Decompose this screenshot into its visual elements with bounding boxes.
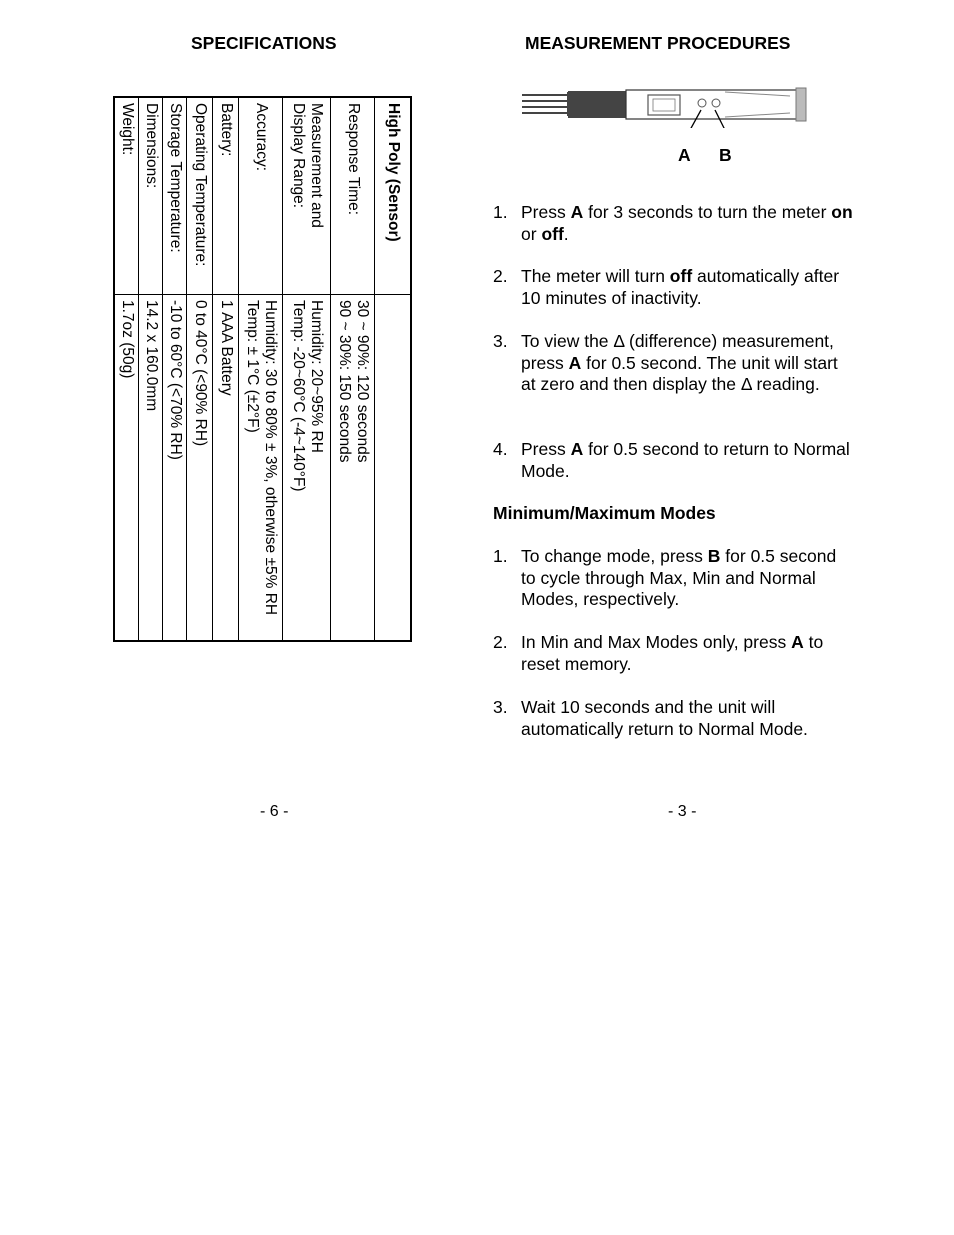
row-value: 0 to 40°C (<90% RH): [187, 295, 213, 642]
label-a: A: [678, 145, 691, 165]
mm-step-3: 3. Wait 10 seconds and the unit will automatically return to Normal Mode.: [493, 697, 808, 739]
sensor-grille: [522, 92, 568, 116]
mm-step-2: 2. In Min and Max Modes only, press A to reset memory.: [493, 632, 824, 674]
table-header-empty: [375, 295, 411, 642]
row-label: Weight:: [114, 97, 139, 295]
table-row: [114, 97, 139, 641]
label-b: B: [719, 145, 732, 165]
table-row: [139, 97, 163, 641]
row-label: Measurement and Display Range:: [283, 97, 331, 295]
min-max-subheading: Minimum/Maximum Modes: [493, 503, 716, 523]
table-header-cell: High Poly (Sensor): [375, 97, 411, 295]
row-value: Humidity: 20~95% RH Temp: -20~60°C (-4~140°F): [283, 295, 331, 642]
meter-diagram: [520, 82, 810, 128]
row-value: 1.7oz (50g): [114, 295, 139, 642]
specifications-heading: SPECIFICATIONS: [191, 33, 337, 53]
row-label: Accuracy:: [239, 97, 283, 295]
row-value: 14.2 x 160.0mm: [139, 295, 163, 642]
meter-grip: [568, 91, 626, 118]
step-2: 2. The meter will turn off automatically after 10 minutes of inactivity.: [493, 266, 840, 308]
row-value: 1 AAA Battery: [213, 295, 239, 642]
table-row: [187, 97, 213, 641]
table-row: [331, 97, 375, 641]
meter-cap: [796, 88, 806, 121]
table-row: [213, 97, 239, 641]
step-1: 1. Press A for 3 seconds to turn the meter on or off.: [493, 202, 853, 244]
table-header-row: [375, 97, 411, 641]
table-row: [283, 97, 331, 641]
row-label: Response Time:: [331, 97, 375, 295]
page-number-left: - 6 -: [260, 803, 289, 820]
step-4: 4. Press A for 0.5 second to return to Normal Mode.: [493, 439, 850, 481]
row-label: Battery:: [213, 97, 239, 295]
row-label: Storage Temperature:: [163, 97, 187, 295]
table-row: [239, 97, 283, 641]
row-label: Dimensions:: [139, 97, 163, 295]
row-value: 30 ~ 90%: 120 seconds 90 ~ 30%: 150 seconds: [331, 295, 375, 642]
row-value: Humidity: 30 to 80% ± 3%, otherwise ±5% RH Temp: ± 1°C (±2°F): [239, 295, 283, 642]
page-number-right: - 3 -: [668, 803, 697, 820]
spec-table: [113, 96, 412, 642]
mm-step-1: 1. To change mode, press B for 0.5 second to cycle through Max, Min and Normal Modes, respectively.: [493, 546, 837, 609]
row-value: -10 to 60°C (<70% RH): [163, 295, 187, 642]
row-label: Operating Temperature:: [187, 97, 213, 295]
table-row: [163, 97, 187, 641]
step-3: 3. To view the Δ (difference) measurement, press A for 0.5 second. The unit will start at zero and then display the Δ reading.: [493, 331, 838, 394]
measurement-procedures-heading: MEASUREMENT PROCEDURES: [525, 33, 791, 53]
spec-table-container: [115, 96, 412, 642]
